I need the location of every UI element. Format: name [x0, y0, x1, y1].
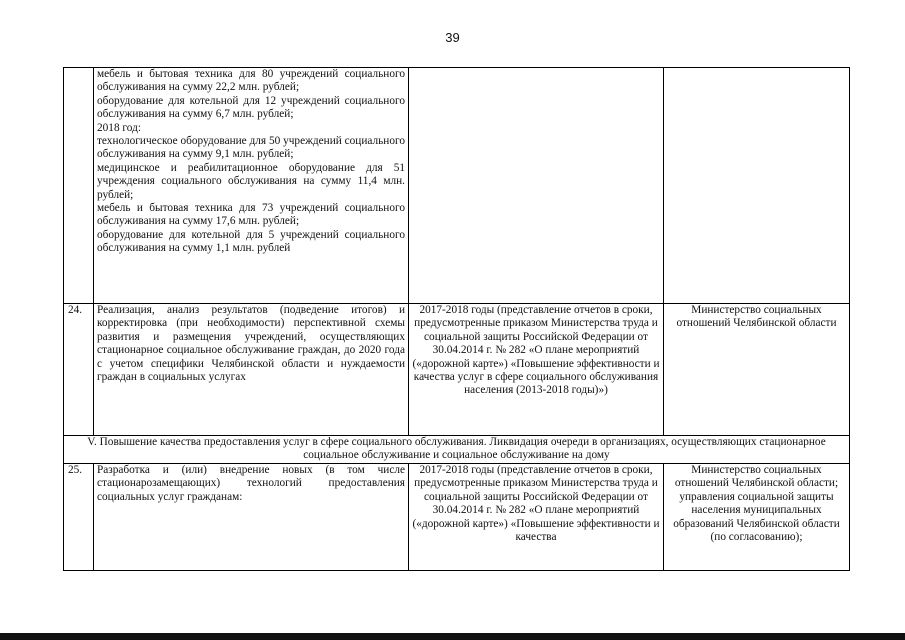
activity-cell	[94, 68, 409, 304]
term-cell: 2017-2018 годы (представление отчетов в сроки, предусмотренные приказом Министерства труда и социальной защиты Российской Федерации от 30.04.2014 г. № 282 «О плане мероприятий («дорожной карте») «Повышение эффективности и качества	[409, 464, 664, 571]
scan-edge-bar	[0, 633, 905, 640]
table-row	[64, 304, 850, 436]
activity-cell: Реализация, анализ результатов (подведение итогов) и корректировка (при необходимости) перспективной схемы развития и размещения учреждений, осуществляющих стационарное социальное обслуживание граждан, до 2020 года с учетом специфики Челябинской области и нуждаемости граждан в социальных услугах	[94, 304, 409, 436]
plan-table	[63, 67, 850, 571]
list-item: 2018 год:	[97, 121, 141, 134]
table-row	[64, 464, 850, 571]
row-number-cell: 25.	[64, 464, 94, 571]
list-item: мебель и бытовая техника для 80 учреждений социального обслуживания на сумму 22,2 млн. рублей;	[97, 68, 405, 94]
responsible-cell	[664, 68, 850, 304]
responsible-cell: Министерство социальных отношений Челябинской области	[664, 304, 850, 436]
list-item: мебель и бытовая техника для 73 учреждений социального обслуживания на сумму 17,6 млн. рублей;	[97, 202, 405, 228]
responsible-cell: Министерство социальных отношений Челябинской области; управления социальной защиты населения муниципальных образований Челябинской области (по согласованию);	[664, 464, 850, 571]
section-heading: V. Повышение качества предоставления услуг в сфере социального обслуживания. Ликвидация очереди в организациях, осуществляющих стационарное социальное обслуживание и социальное обслуживание на дому	[64, 436, 850, 464]
list-item: оборудование для котельной для 12 учреждений социального обслуживания на сумму 6,7 млн. рублей;	[97, 94, 405, 121]
row-number-cell	[64, 68, 94, 304]
list-item: медицинское и реабилитационное оборудование для 51 учреждения социального обслуживания на сумму 11,4 млн. рублей;	[97, 161, 405, 201]
term-cell: 2017-2018 годы (представление отчетов в сроки, предусмотренные приказом Министерства труда и социальной защиты Российской Федерации от 30.04.2014 г. № 282 «О плане мероприятий («дорожной карте») «Повышение эффективности и качества услуг в сфере социального обслуживания населения (2013-2018 годы)»)	[409, 304, 664, 436]
page-number: 39	[445, 30, 460, 45]
row-number-cell: 24.	[64, 304, 94, 436]
section-heading-row	[64, 436, 850, 464]
activity-cell: Разработка и (или) внедрение новых (в том числе стационарозамещающих) технологий предоставления социальных услуг гражданам:	[94, 464, 409, 571]
list-item: оборудование для котельной для 5 учреждений социального обслуживания на сумму 1,1 млн. рублей	[97, 228, 405, 255]
table-row	[64, 68, 850, 304]
list-item: технологическое оборудование для 50 учреждений социального обслуживания на сумму 9,1 млн. рублей;	[97, 135, 405, 161]
term-cell	[409, 68, 664, 304]
